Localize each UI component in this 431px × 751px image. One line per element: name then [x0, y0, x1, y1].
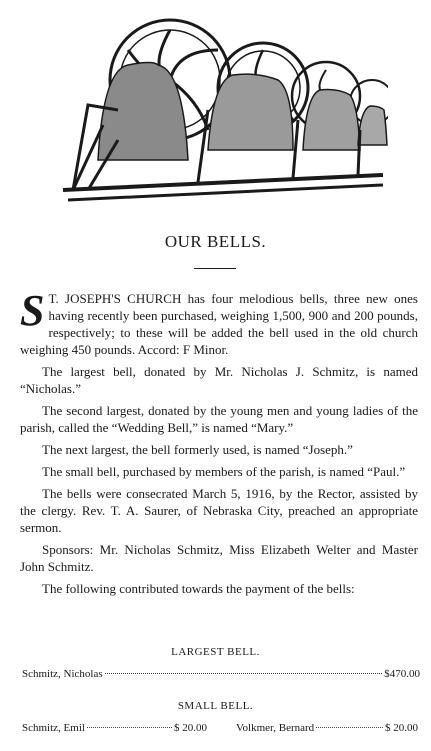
paragraph-3: The second largest, donated by the young men and young ladies of the parish, called the “Wedding Bell,” is named “Mary.”: [20, 403, 418, 435]
paragraph-2: The largest bell, donated by Mr. Nicholas J. Schmitz, is named “Nicholas.”: [20, 364, 418, 396]
bells-illustration: [58, 10, 388, 206]
paragraph-6: The bells were consecrated March 5, 1916, by the Rector, assisted by the clergy. Rev. T. A. Saurer, of Nebraska City, preached an appropriate sermon.: [20, 486, 418, 535]
contributor-amount: $470.00: [384, 668, 420, 680]
small-bell-heading: SMALL BELL.: [177, 700, 254, 712]
contributor-row: [22, 668, 420, 680]
heading-divider: [194, 268, 236, 269]
contributor-row: [236, 722, 418, 734]
drop-cap: S: [20, 286, 45, 335]
contributor-amount: $ 20.00: [174, 722, 207, 734]
paragraph-1: S T. JOSEPH'S CHURCH has four melodious bells, three new ones having recently been purchased, weighing 1,500, 900 and 200 pounds, respectively; to these will be added the bell used in the old church weighing 450 pounds. Accord: F Minor.: [20, 286, 418, 357]
contributor-name: Schmitz, Emil: [22, 722, 85, 734]
contributor-amount: $ 20.00: [385, 722, 418, 734]
paragraph-8: The following contributed towards the payment of the bells:: [42, 581, 355, 596]
leader-dots: [105, 673, 383, 674]
leader-dots: [316, 727, 383, 728]
contributor-name: Schmitz, Nicholas: [22, 668, 103, 680]
paragraph-7: Sponsors: Mr. Nicholas Schmitz, Miss Elizabeth Welter and Master John Schmitz.: [20, 542, 418, 574]
page-heading: OUR BELLS.: [164, 232, 267, 251]
contributor-row: [22, 722, 207, 734]
article-body: [20, 286, 418, 602]
paragraph-5: The small bell, purchased by members of the parish, is named “Paul.”: [42, 464, 406, 479]
largest-bell-heading: LARGEST BELL.: [171, 646, 260, 658]
contributor-name: Volkmer, Bernard: [236, 722, 315, 734]
leader-dots: [87, 727, 172, 728]
paragraph-4: The next largest, the bell formerly used, is named “Joseph.”: [42, 442, 353, 457]
